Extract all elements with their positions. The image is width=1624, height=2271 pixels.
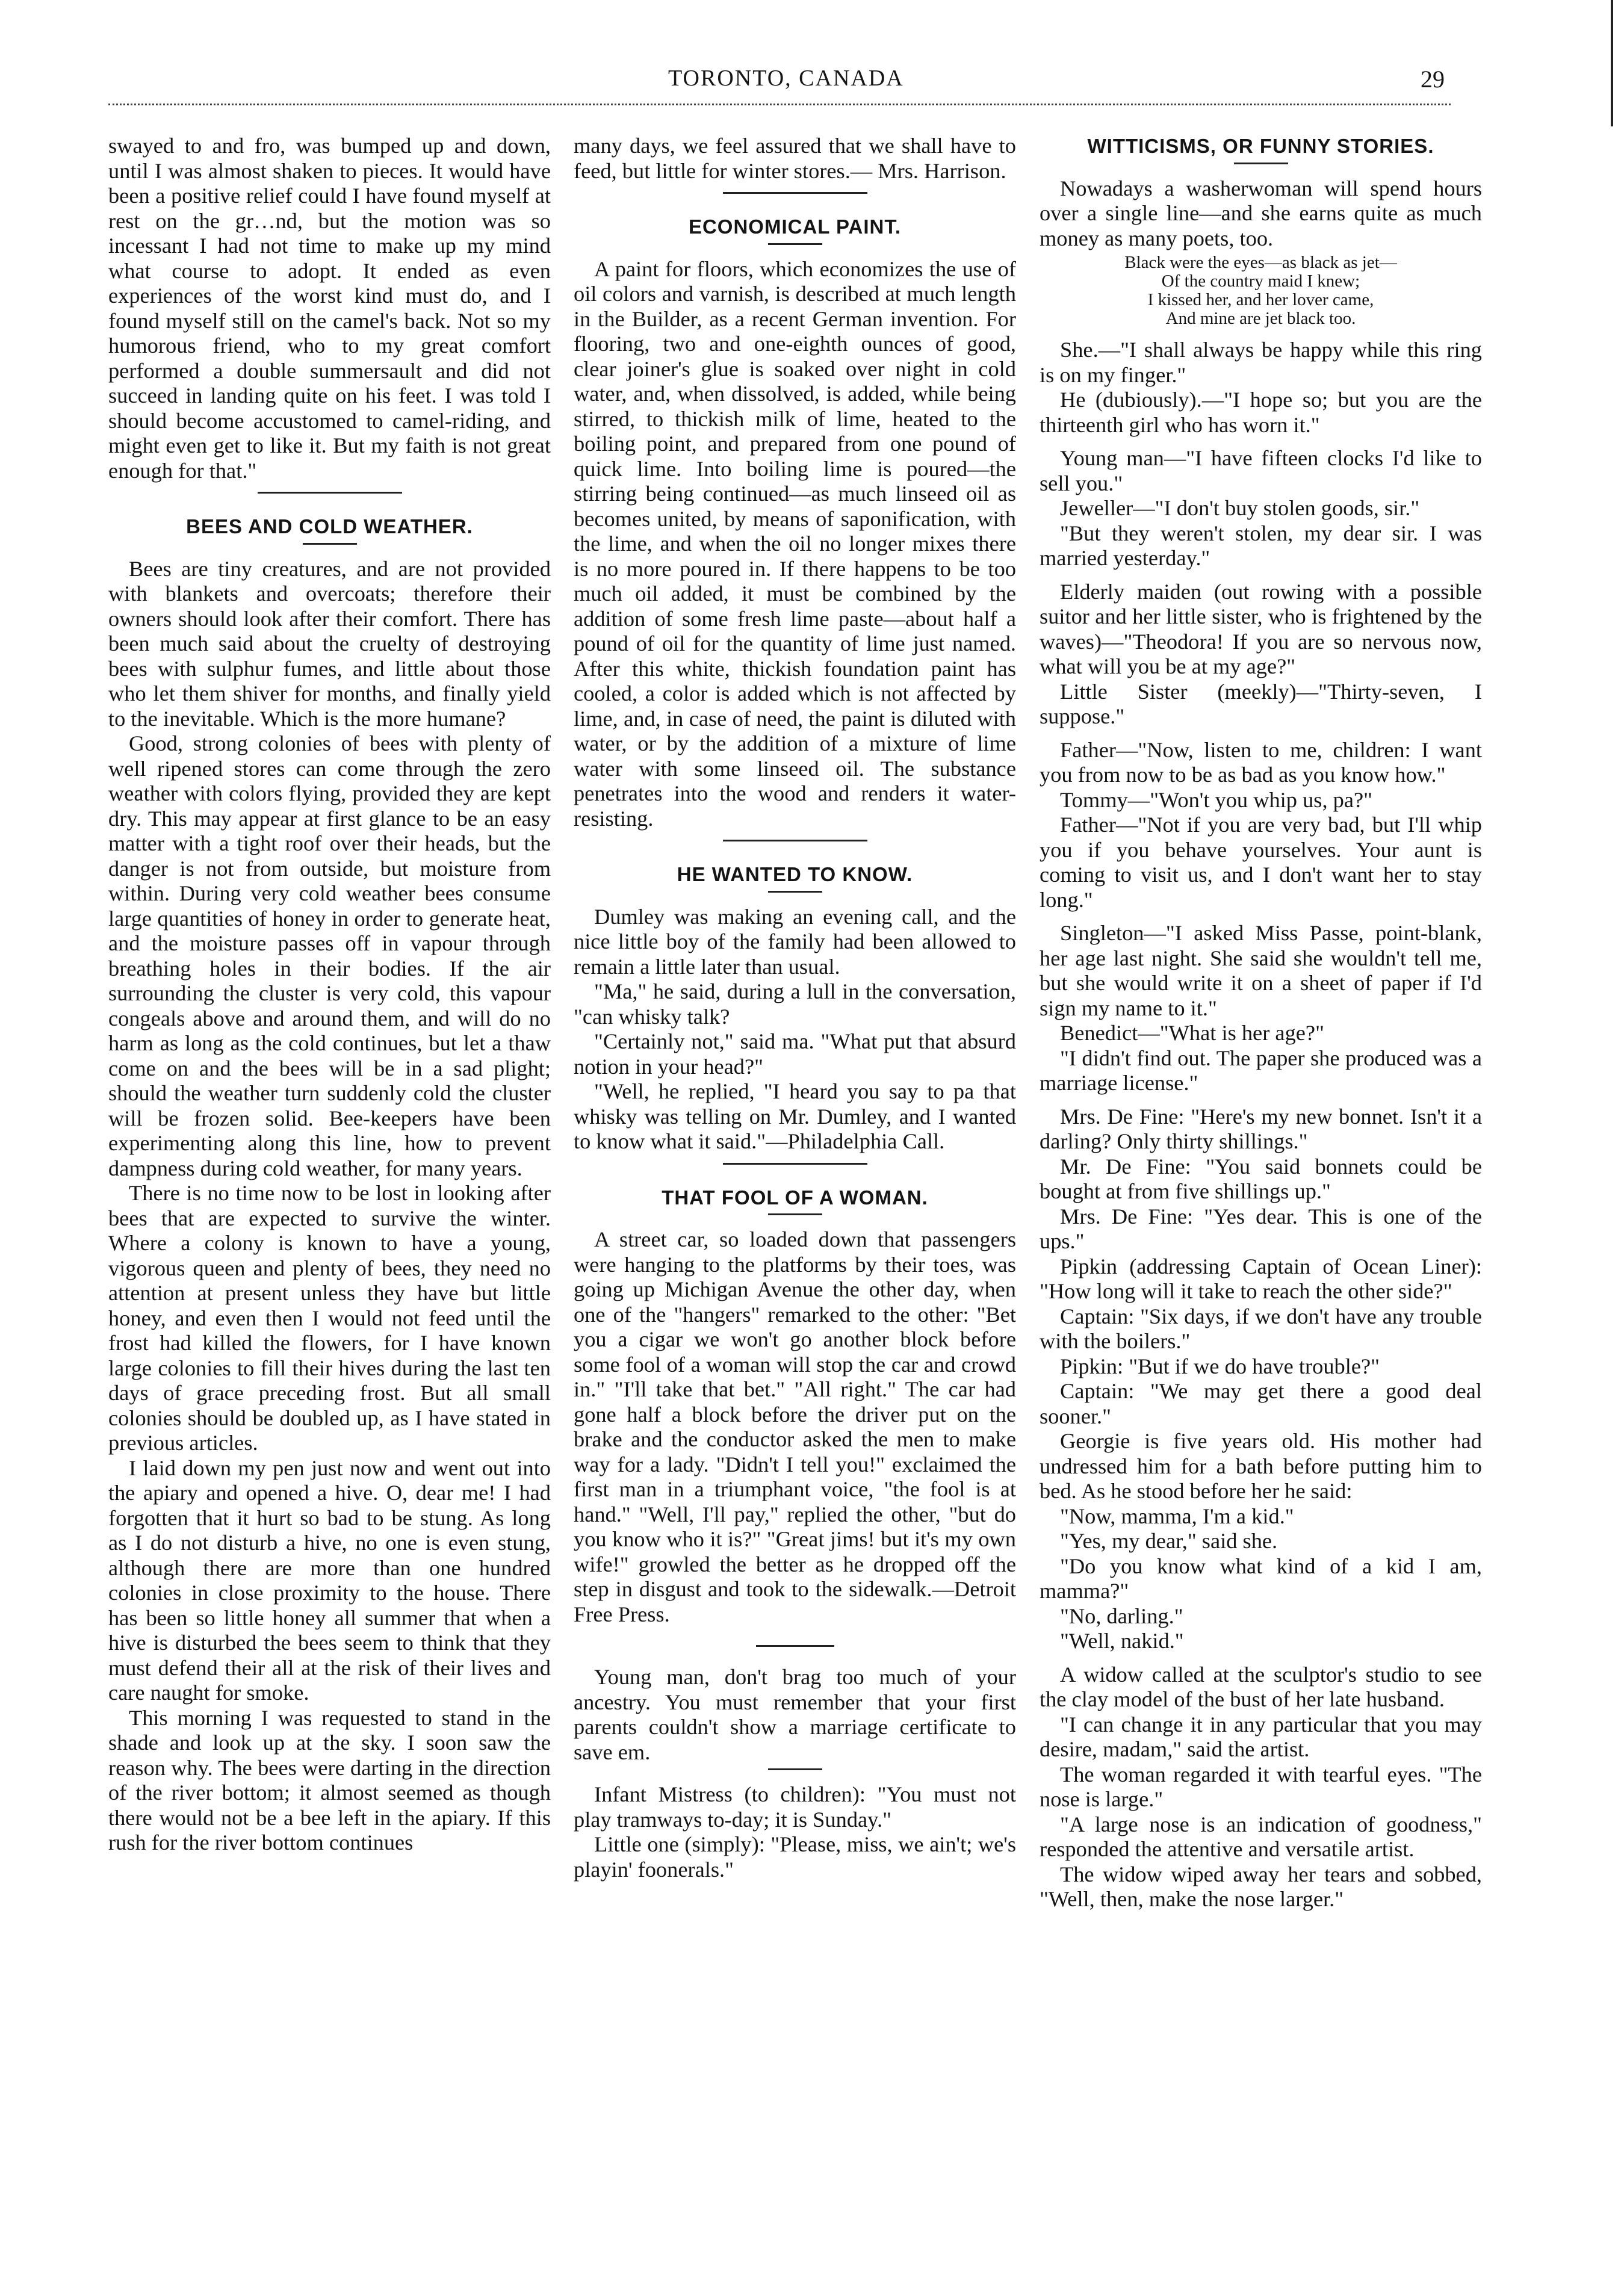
page-header (108, 65, 1493, 107)
section-divider (723, 840, 867, 841)
paragraph: A paint for floors, which economizes the use of oil colors and varnish, is described at much length in the Builder, as a recent German invention. For flooring, two and one-eighth ounces of good, clear joiner's glue is soaked over night in cold water, and, when dissolved, is added, while being stirred, to thickish milk of lime, heated to the boiling point, and prepared from one pound of quick lime. Into boiling lime is poured—the stirring being continued—as much linseed oil as becomes united, by means of saponification, with the lime, and when the oil no longer mixes there is no more poured in. If there happens to be too much oil added, it must be combined by the addition of some fresh lime paste—about half a pound of oil for the quantity of lime just named. After this white, thickish foundation paint has cooled, a color is added which is not affected by lime, and, in case of need, the paint is diluted with water, or by the addition of a mixture of lime water with some linseed oil. The substance penetrates into the wood and renders it water-resisting. (574, 256, 1016, 831)
section-divider (723, 192, 867, 194)
section-divider (723, 1163, 867, 1165)
heading-underline (1234, 163, 1288, 164)
page-number: 29 (1421, 66, 1445, 93)
paragraph: Singleton—"I asked Miss Passe, point-blank, her age last night. She said she wouldn't tell me, but she would write it on a sheet of paper if I'd sign my name to it." (1040, 921, 1482, 1020)
paragraph: Mr. De Fine: "You said bonnets could be bought at from five shillings up." (1040, 1154, 1482, 1203)
paragraph: Elderly maiden (out rowing with a possible suitor and her little sister, who is frightened by the waves)—"Theodora! If you are so nervous now, what will you be at my age?" (1040, 579, 1482, 678)
paragraph: "I can change it in any particular that you may desire, madam," said the artist. (1040, 1712, 1482, 1761)
paragraph: Father—"Not if you are very bad, but I'll whip you if you behave yourselves. Your aunt is coming to visit us, and I don't want her to stay long." (1040, 813, 1482, 912)
heading-underline (768, 891, 822, 893)
paragraph: A street car, so loaded down that passengers were hanging to the platforms by their toes, was going up Michigan Avenue the other day, when one of the "hangers" remarked to the other: "Bet you a cigar we won't go another block before some fool of a woman will stop the car and crowd in." "I'll take that bet." "All right." The car had gone half a block before the driver put on the brake and the conductor asked the men to make way for a lady. "Didn't I tell you!" exclaimed the first man in a triumphant voice, "the fool is at hand." "Well, I'll pay," replied the other, "but do you know who it is?" "Great jims! but it's my own wife!" growled the better as he dropped off the step in disgust and took to the sidewalk.—Detroit Free Press. (574, 1227, 1016, 1626)
paragraph: "Do you know what kind of a kid I am, mamma?" (1040, 1554, 1482, 1603)
paragraph: "A large nose is an indication of goodness," responded the attentive and versatile artist. (1040, 1812, 1482, 1861)
article-heading-witticisms: WITTICISMS, OR FUNNY STORIES. (1087, 135, 1434, 157)
paragraph: Tommy—"Won't you whip us, pa?" (1060, 787, 1372, 812)
paragraph: A widow called at the sculptor's studio to see the clay model of the bust of her late husband. (1040, 1662, 1482, 1711)
paragraph: "Certainly not," said ma. "What put that absurd notion in your head?" (574, 1029, 1016, 1079)
column-right (1040, 134, 1482, 2192)
paragraph: Mrs. De Fine: "Here's my new bonnet. Isn't it a darling? Only thirty shillings." (1040, 1104, 1482, 1153)
paragraph: Bees are tiny creatures, and are not provided with blankets and overcoats; therefore their owners should look after their comfort. There has been much said about the cruelty of destroying bees with sulphur fumes, and little about those who let them shiver for months, and finally yield to the inevitable. Which is the more humane? (108, 556, 551, 731)
paragraph: Benedict—"What is her age?" (1060, 1021, 1324, 1045)
header-rule (108, 104, 1451, 105)
paragraph: This morning I was requested to stand in the shade and look up at the sky. I soon saw the reason why. The bees were darting in the direction of the river bottom; it almost seemed as though there would not be a bee left in the apiary. If this rush for the river bottom continues (108, 1705, 551, 1854)
poem-line: I kissed her, and her lover came, (1147, 290, 1374, 309)
paragraph: Nowadays a washerwoman will spend hours over a single line—and she earns quite as much money as many poets, too. (1040, 176, 1482, 250)
paragraph: Mrs. De Fine: "Yes dear. This is one of the ups." (1040, 1204, 1482, 1253)
paragraph: Jeweller—"I don't buy stolen goods, sir." (1060, 496, 1420, 520)
paragraph: Good, strong colonies of bees with plenty of well ripened stores can come through the zero weather with colors flying, provided they are kept dry. This may appear at first glance to be an easy matter with a tight roof over their heads, but the danger is not from outside, but moisture from within. During very cold weather bees consume large quantities of honey in order to generate heat, and the moisture passes off in vapour through breathing holes in their bodies. If the air surrounding the cluster is very cold, this vapour congeals above and around them, and will do no harm as long as the cold continues, but let a thaw come on and the bees will be in a sad plight; should the weather turn suddenly cold the cluster will be frozen solid. Bee-keepers have been experimenting along this line, how to prevent dampness during cold weather, for many years. (108, 731, 551, 1180)
paragraph: Dumley was making an evening call, and the nice little boy of the family had been allowed to remain a little later than usual. (574, 904, 1016, 979)
article-continued-text: many days, we feel assured that we shall have to feed, but little for winter stores.— Mrs. Harrison. (574, 134, 1016, 183)
running-head: TORONTO, CANADA (668, 66, 904, 91)
poem-line: Black were the eyes—as black as jet— (1124, 253, 1397, 272)
section-divider (258, 492, 402, 494)
paragraph: Captain: "Six days, if we don't have any trouble with the boilers." (1040, 1304, 1482, 1353)
heading-underline (768, 1213, 822, 1215)
paragraph: Georgie is five years old. His mother had undressed him for a bath before putting him to bed. As he stood before her he said: (1040, 1429, 1482, 1503)
poem-verse (1040, 253, 1482, 328)
paragraph: Young man, don't brag too much of your ancestry. You must remember that your first parents couldn't show a marriage certificate to save em. (574, 1665, 1016, 1764)
paragraph: Little one (simply): "Please, miss, we ain't; we's playin' foonerals." (574, 1832, 1016, 1882)
article-heading-paint: ECONOMICAL PAINT. (688, 215, 902, 238)
paragraph: "But they weren't stolen, my dear sir. I was married yesterday." (1040, 521, 1482, 570)
heading-underline (303, 543, 357, 545)
column-left (108, 134, 551, 2192)
paragraph: There is no time now to be lost in looking after bees that are expected to survive the winter. Where a colony is known to have a young, vigorous queen and plenty of bees, they need no attention at present unless they have but little honey, and even then I would not feed until the frost had killed the flowers, for I have known large colonies to fill their hives during the last ten days of grace preceding frost. But all small colonies should be doubled up, as I have stated in previous articles. (108, 1181, 551, 1455)
column-middle (574, 134, 1016, 2192)
paragraph: "Well, he replied, "I heard you say to pa that whisky was telling on Mr. Dumley, and I wanted to know what it said."—Philadelphia Call. (574, 1079, 1016, 1153)
paragraph: Captain: "We may get there a good deal sooner." (1040, 1379, 1482, 1428)
section-divider (768, 1768, 822, 1770)
paragraph: "No, darling." (1060, 1603, 1183, 1628)
article-heading-wanted-to-know: HE WANTED TO KNOW. (677, 863, 913, 885)
paragraph: Young man—"I have fifteen clocks I'd like to sell you." (1040, 446, 1482, 495)
paragraph: Father—"Now, listen to me, children: I want you from now to be as bad as you know how." (1040, 737, 1482, 787)
article-continued-text: swayed to and fro, was bumped up and down, until I was almost shaken to pieces. It would have been a positive relief could I have found myself at rest on the gr…nd, but the motion was so incessant I had not time to make up my mind what course to adopt. It ended as even experiences of the worst kind must do, and I found myself still on the camel's back. Not so my humorous friend, who to my great comfort performed a double summersault and did not succeed in landing quite on his feet. I was told I should become accustomed to camel-riding, and might even get to like it. But my faith is not great enough for that." (108, 134, 551, 483)
paragraph: "Well, nakid." (1060, 1629, 1184, 1653)
paragraph: "Ma," he said, during a lull in the conversation, "can whisky talk? (574, 979, 1016, 1029)
paragraph: The woman regarded it with tearful eyes. "The nose is large." (1040, 1762, 1482, 1811)
paragraph: "Yes, my dear," said she. (1060, 1529, 1278, 1553)
poem-line: Of the country maid I knew; (1161, 271, 1360, 291)
heading-underline (768, 243, 822, 245)
article-heading-fool-of-a-woman: THAT FOOL OF A WOMAN. (662, 1186, 928, 1209)
article-heading-bees: BEES AND COLD WEATHER. (186, 515, 473, 538)
page-edge-rule (1611, 0, 1613, 126)
paragraph: "I didn't find out. The paper she produced was a marriage license." (1040, 1046, 1482, 1095)
paragraph: Pipkin: "But if we do have trouble?" (1060, 1354, 1380, 1378)
poem-line: And mine are jet black too. (1165, 309, 1356, 328)
paragraph: Little Sister (meekly)—"Thirty-seven, I suppose." (1040, 679, 1482, 728)
paragraph: The widow wiped away her tears and sobbed, "Well, then, make the nose larger." (1040, 1862, 1482, 1911)
paragraph: Infant Mistress (to children): "You must not play tramways to-day; it is Sunday." (574, 1782, 1016, 1832)
paragraph: Pipkin (addressing Captain of Ocean Liner): "How long will it take to reach the other side?" (1040, 1254, 1482, 1303)
paragraph: I laid down my pen just now and went out into the apiary and opened a hive. O, dear me! I had forgotten that it hurt so bad to be stung. As long as I do not disturb a hive, no one is even stung, although there are more than one hundred colonies in close proximity to the house. There has been so little honey all summer that when a hive is disturbed the bees seem to think that they must defend their all at the risk of their lives and care naught for smoke. (108, 1455, 551, 1705)
paragraph: "Now, mamma, I'm a kid." (1060, 1504, 1294, 1528)
paragraph: She.—"I shall always be happy while this ring is on my finger." (1040, 338, 1482, 387)
paragraph: He (dubiously).—"I hope so; but you are the thirteenth girl who has worn it." (1040, 388, 1482, 437)
section-divider (756, 1645, 834, 1647)
